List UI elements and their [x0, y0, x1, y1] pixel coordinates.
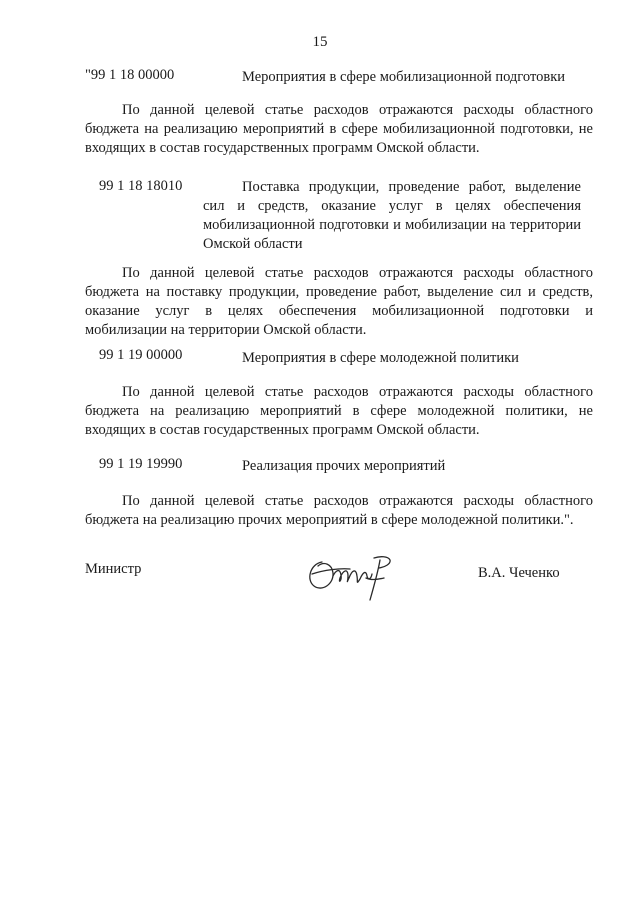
section-code: "99 1 18 00000	[85, 67, 175, 83]
section-paragraph: По данной целевой статье расходов отражаются расходы областного бюджета на поставку продукции, проведение работ, выделение сил и средств, оказание услуг в целях обеспечения мобилизационной подготовки и мобилизации на территории Омской области.	[85, 265, 593, 338]
signatory-position: Министр	[85, 561, 142, 577]
section-title: Мероприятия в сфере мобилизационной подготовки	[242, 69, 566, 85]
section-title: Поставка продукции, проведение работ, выделение сил и средств, оказание услуг в целях обеспечения мобилизационной подготовки и мобилизации на территории Омской области	[203, 179, 581, 252]
section-code: 99 1 18 18010	[99, 178, 183, 194]
section-title: Реализация прочих мероприятий	[242, 458, 446, 474]
signatory-name: В.А. Чеченко	[478, 565, 560, 581]
section-paragraph: По данной целевой статье расходов отражаются расходы областного бюджета на реализацию мероприятий в сфере молодежной политики, не входящих в состав государственных программ Омской области.	[85, 384, 593, 438]
section-paragraph: По данной целевой статье расходов отражаются расходы областного бюджета на реализацию прочих мероприятий в сфере молодежной политики.".	[85, 493, 593, 528]
handwritten-signature	[300, 548, 400, 606]
section-code: 99 1 19 00000	[99, 347, 183, 363]
section-paragraph: По данной целевой статье расходов отражаются расходы областного бюджета на реализацию мероприятий в сфере мобилизационной подготовки, не входящих в состав государственных программ Омской области.	[85, 102, 593, 156]
page-number: 15	[312, 34, 328, 50]
section-title: Мероприятия в сфере молодежной политики	[242, 350, 519, 366]
section-code: 99 1 19 19990	[99, 456, 183, 472]
